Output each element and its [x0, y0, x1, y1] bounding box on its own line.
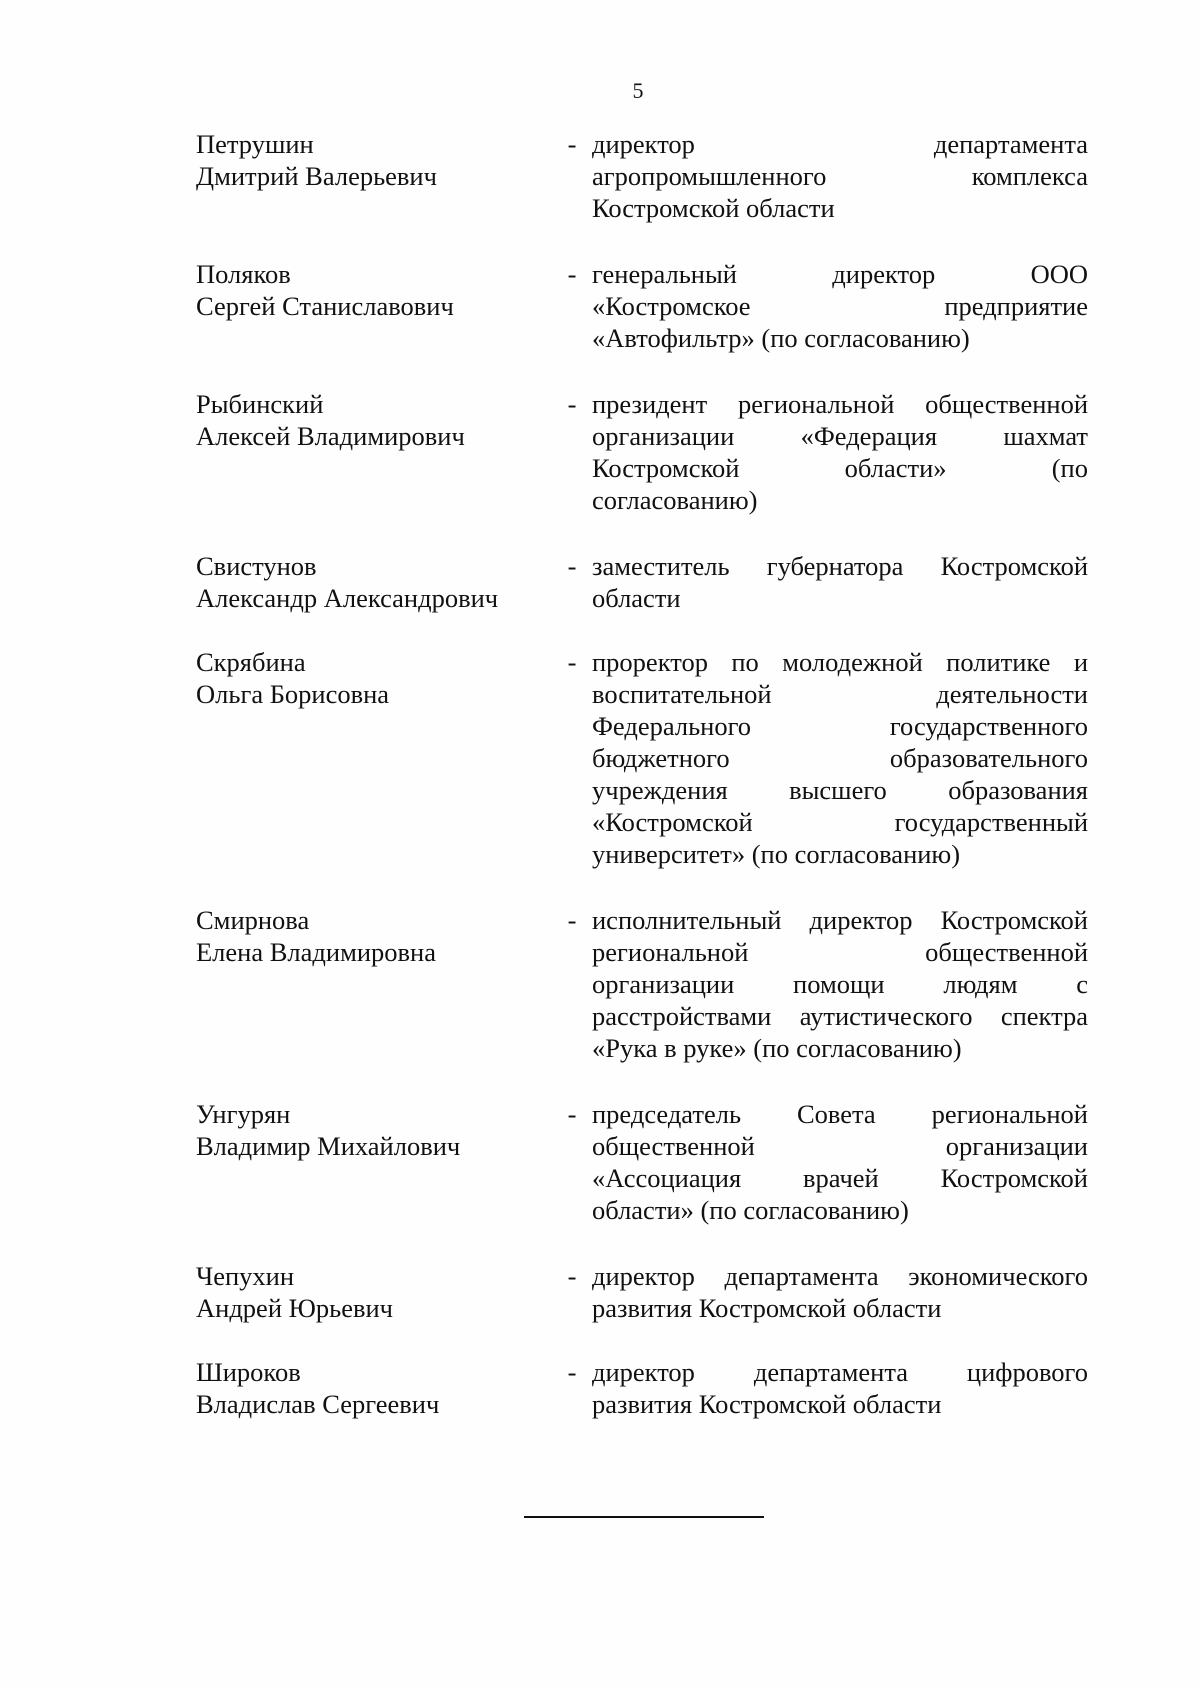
- member-given-names: Ольга Борисовна: [196, 679, 390, 709]
- member-role: [592, 388, 1088, 516]
- separator-dash: -: [567, 551, 577, 581]
- role-line: директор департамента: [592, 129, 1088, 159]
- role-line: «Ассоциация врачей Костромской: [592, 1163, 1088, 1193]
- member-role: [592, 904, 1088, 1064]
- role-line: Костромской области» (по: [592, 453, 1088, 483]
- member-surname: Поляков: [196, 259, 291, 289]
- member-given-names: Александр Александрович: [196, 583, 499, 613]
- member-given-names: Владимир Михайлович: [196, 1131, 461, 1161]
- page-number: 5: [632, 78, 644, 103]
- member-surname: Смирнова: [196, 905, 310, 935]
- role-line: «Костромское предприятие: [592, 291, 1088, 321]
- role-line: области: [592, 583, 681, 613]
- role-line: «Автофильтр» (по согласованию): [592, 323, 970, 353]
- role-line: бюджетного образовательного: [592, 743, 1088, 773]
- member-surname: Чепухин: [196, 1261, 295, 1291]
- list-item: [196, 1098, 1092, 1226]
- role-line: «Костромской государственный: [592, 807, 1088, 837]
- member-name: [196, 550, 552, 614]
- member-role: [592, 550, 1088, 614]
- member-given-names: Алексей Владимирович: [196, 421, 465, 451]
- list-item: [196, 1260, 1092, 1324]
- list-item: [196, 904, 1092, 1064]
- separator-dash: -: [567, 905, 577, 935]
- member-role: [592, 1260, 1088, 1324]
- role-line: согласованию): [592, 485, 758, 515]
- member-list: [196, 128, 1092, 1420]
- role-line: директор департамента цифрового: [592, 1357, 1088, 1387]
- member-name: [196, 1356, 552, 1420]
- member-name: [196, 388, 552, 452]
- role-line: президент региональной общественной: [592, 389, 1088, 419]
- role-line: учреждения высшего образования: [592, 775, 1088, 805]
- list-item: [196, 1356, 1092, 1420]
- role-line: Костромской области: [592, 193, 835, 223]
- member-surname: Петрушин: [196, 129, 314, 159]
- separator-dash: -: [567, 1261, 577, 1291]
- role-line: исполнительный директор Костромской: [592, 905, 1088, 935]
- separator-dash: -: [567, 129, 577, 159]
- member-surname: Скрябина: [196, 647, 306, 677]
- list-item: [196, 258, 1092, 354]
- member-role: [592, 646, 1088, 870]
- separator-dash: -: [567, 647, 577, 677]
- role-line: расстройствами аутистического спектра: [592, 1001, 1088, 1031]
- member-name: [196, 1260, 552, 1324]
- separator-dash: -: [567, 389, 577, 419]
- role-line: Федерального государственного: [592, 711, 1088, 741]
- member-given-names: Дмитрий Валерьевич: [196, 161, 437, 191]
- separator-dash: -: [567, 259, 577, 289]
- member-surname: Унгурян: [196, 1099, 291, 1129]
- role-line: агропромышленного комплекса: [592, 161, 1088, 191]
- role-line: «Рука в руке» (по согласованию): [592, 1033, 962, 1063]
- role-line: организации помощи людям с: [592, 969, 1088, 999]
- role-line: развития Костромской области: [592, 1389, 942, 1419]
- role-line: области» (по согласованию): [592, 1195, 909, 1225]
- member-role: [592, 128, 1088, 224]
- member-role: [592, 1098, 1088, 1226]
- list-item: [196, 646, 1092, 870]
- member-role: [592, 258, 1088, 354]
- list-item: [196, 388, 1092, 516]
- role-line: генеральный директор ООО: [592, 259, 1088, 289]
- member-given-names: Елена Владимировна: [196, 937, 436, 967]
- role-line: воспитательной деятельности: [592, 679, 1088, 709]
- role-line: организации «Федерация шахмат: [592, 421, 1088, 451]
- member-name: [196, 258, 552, 322]
- member-surname: Рыбинский: [196, 389, 324, 419]
- separator-dash: -: [567, 1357, 577, 1387]
- role-line: директор департамента экономического: [592, 1261, 1088, 1291]
- member-given-names: Андрей Юрьевич: [196, 1293, 393, 1323]
- member-role: [592, 1356, 1088, 1420]
- member-name: [196, 128, 552, 192]
- member-given-names: Владислав Сергеевич: [196, 1389, 440, 1419]
- closing-divider-line: [524, 1516, 764, 1518]
- member-surname: Широков: [196, 1357, 301, 1387]
- member-surname: Свистунов: [196, 551, 317, 581]
- role-line: председатель Совета региональной: [592, 1099, 1088, 1129]
- list-item: [196, 128, 1092, 224]
- role-line: университет» (по согласованию): [592, 839, 961, 869]
- separator-dash: -: [567, 1099, 577, 1129]
- list-item: [196, 550, 1092, 614]
- member-name: [196, 904, 552, 968]
- member-name: [196, 1098, 552, 1162]
- role-line: заместитель губернатора Костромской: [592, 551, 1088, 581]
- role-line: проректор по молодежной политике и: [592, 647, 1088, 677]
- role-line: региональной общественной: [592, 937, 1088, 967]
- member-name: [196, 646, 552, 710]
- role-line: развития Костромской области: [592, 1293, 942, 1323]
- member-given-names: Сергей Станиславович: [196, 291, 454, 321]
- role-line: общественной организации: [592, 1131, 1088, 1161]
